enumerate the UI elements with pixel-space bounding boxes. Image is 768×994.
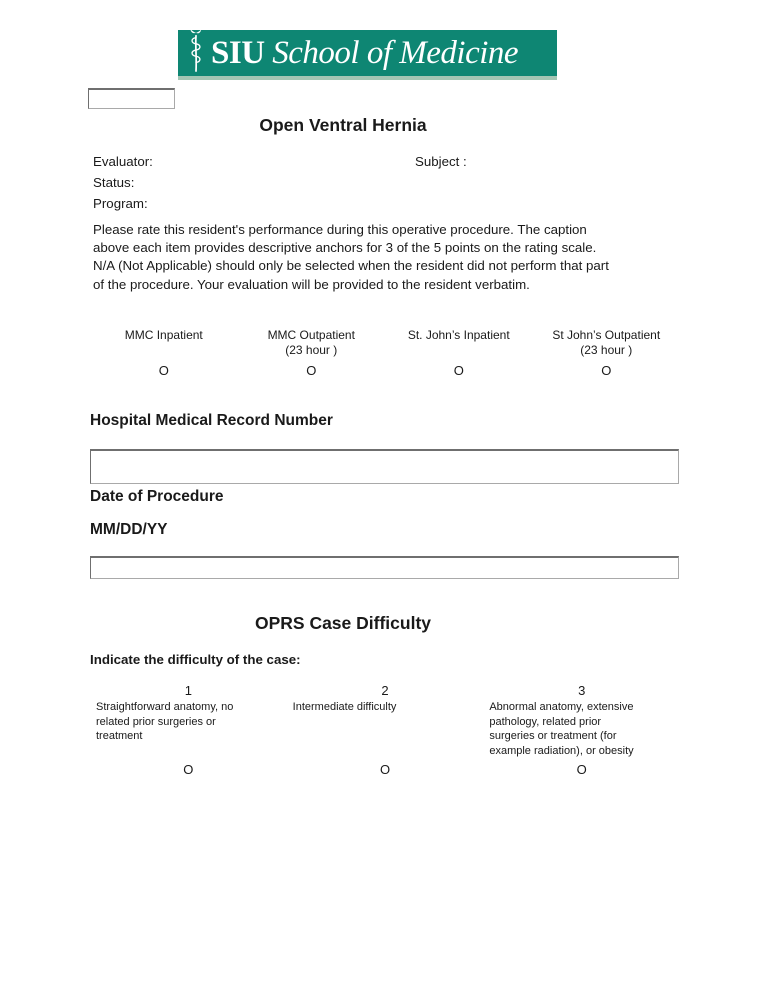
asclepius-staff-icon <box>183 29 209 78</box>
subject-label: Subject : <box>415 154 467 169</box>
mrn-input[interactable] <box>90 449 679 484</box>
difficulty-caption: Abnormal anatomy, extensive pathology, related prior surgeries or treatment (for example radiation), or obesity <box>489 701 634 757</box>
location-label: St John’s Outpatient <box>552 328 661 342</box>
location-options-row <box>90 328 680 380</box>
date-heading: Date of Procedure <box>90 488 224 505</box>
location-radio[interactable]: O <box>601 363 612 378</box>
location-label: MMC Inpatient <box>124 328 203 342</box>
program-label: Program: <box>93 196 148 211</box>
top-small-field[interactable] <box>88 88 175 109</box>
oprs-section-title: OPRS Case Difficulty <box>254 613 432 633</box>
difficulty-option-2 <box>287 683 484 779</box>
date-format-label: MM/DD/YY <box>90 521 168 538</box>
mrn-heading: Hospital Medical Record Number <box>90 412 333 429</box>
difficulty-prompt: Indicate the difficulty of the case: <box>90 652 301 667</box>
page-title: Open Ventral Hernia <box>259 115 427 135</box>
difficulty-caption: Straightforward anatomy, no related prior surgeries or treatment <box>96 701 234 742</box>
location-sublabel: (23 hour ) <box>285 342 338 357</box>
evaluator-label: Evaluator: <box>93 154 153 169</box>
location-option-mmc-inpatient <box>90 328 238 380</box>
status-label: Status: <box>93 175 135 190</box>
location-option-mmc-outpatient <box>238 328 386 380</box>
location-radio[interactable]: O <box>158 363 169 378</box>
location-radio[interactable]: O <box>306 363 317 378</box>
brand-school-of-medicine: School of Medicine <box>264 34 519 71</box>
difficulty-option-1 <box>90 683 287 779</box>
location-label: MMC Outpatient <box>267 328 355 342</box>
difficulty-radio[interactable]: O <box>379 762 391 777</box>
location-radio[interactable]: O <box>453 363 464 378</box>
difficulty-number: 2 <box>381 683 389 698</box>
difficulty-number: 3 <box>578 683 586 698</box>
location-sublabel: (23 hour ) <box>580 342 633 357</box>
difficulty-options-row <box>90 683 680 779</box>
brand-siu: SIU <box>211 34 265 71</box>
difficulty-caption: Intermediate difficulty <box>292 701 397 713</box>
date-input[interactable] <box>90 556 679 579</box>
location-option-st-johns-inpatient <box>385 328 533 380</box>
siu-banner <box>178 30 557 80</box>
instructions-text: Please rate this resident's performance during this operative procedure. The caption above each item provides descriptive anchors for 3 of the 5 points on the rating scale. N/A (Not Applicable) should only be selected when the resident did not perform that part of the procedure. Your evaluation will be provided to the resident verbatim. <box>93 222 609 292</box>
brand-wordmark <box>211 34 519 71</box>
difficulty-radio[interactable]: O <box>576 762 587 777</box>
difficulty-number: 1 <box>184 683 192 698</box>
difficulty-option-3 <box>483 683 680 779</box>
location-option-st-johns-outpatient <box>533 328 681 380</box>
difficulty-radio[interactable]: O <box>183 762 194 777</box>
location-label: St. John’s Inpatient <box>407 328 510 342</box>
